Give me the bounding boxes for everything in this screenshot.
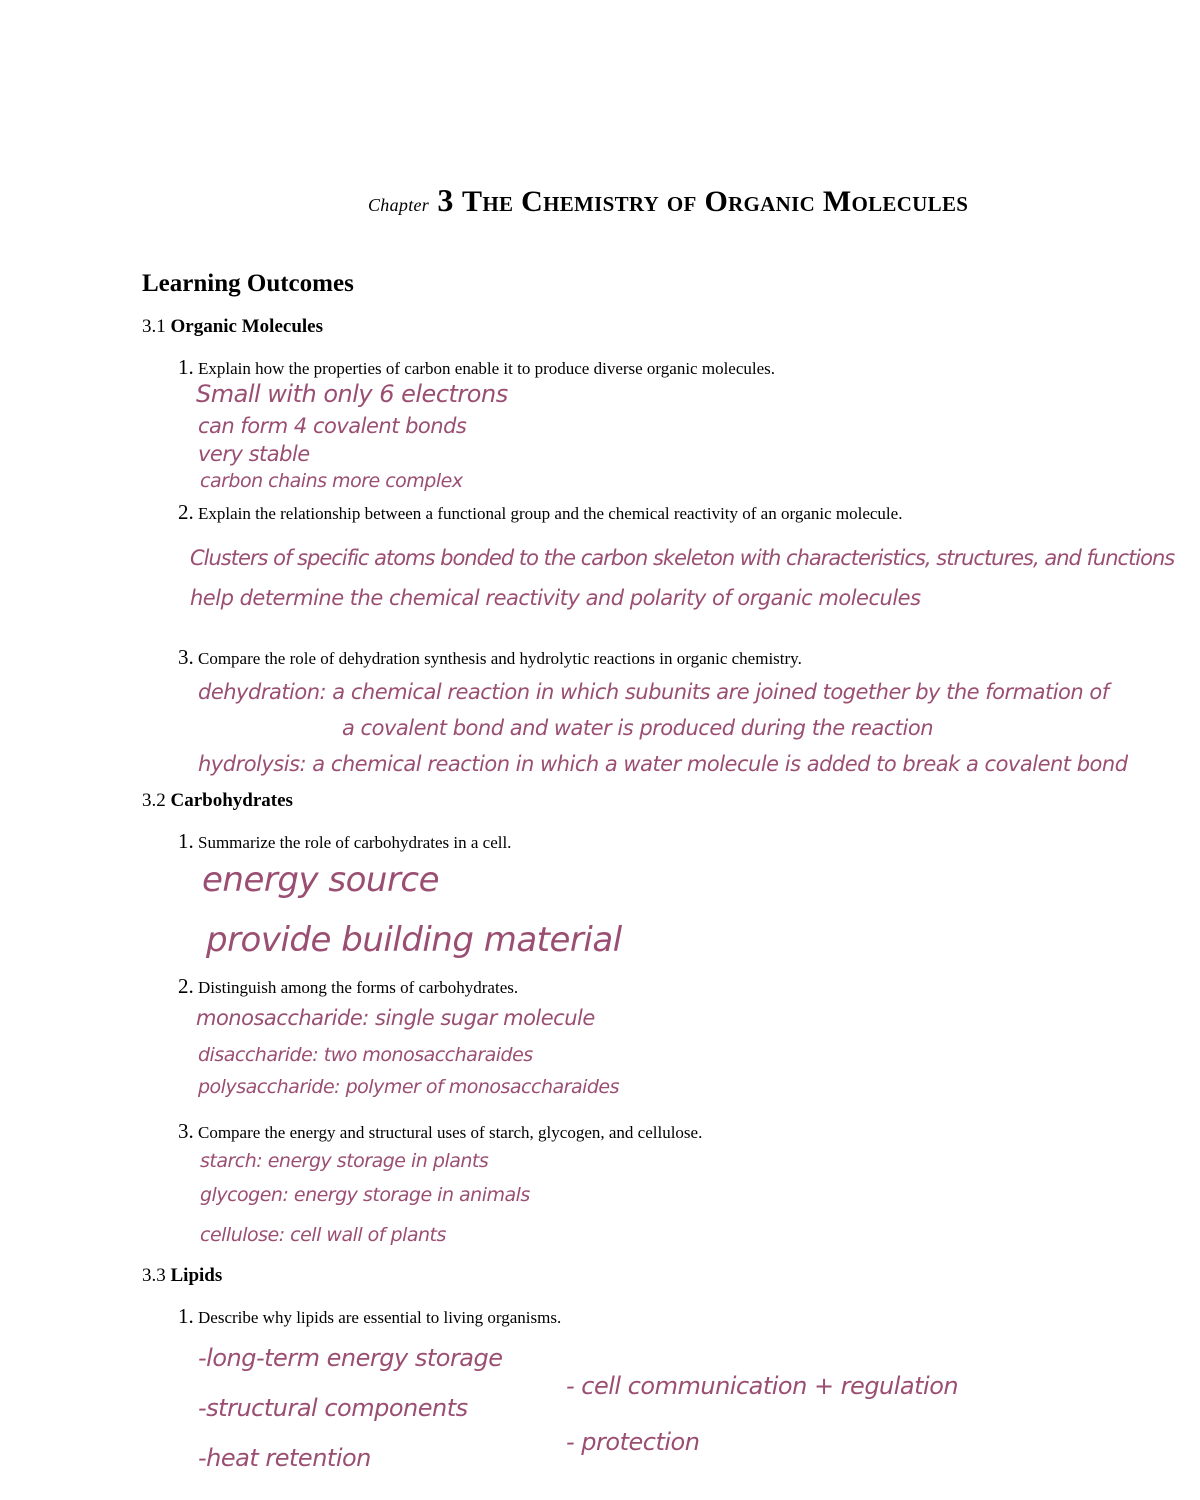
question-text: Distinguish among the forms of carbohydrates.	[198, 978, 519, 997]
question-text: Compare the energy and structural uses of starch, glycogen, and cellulose.	[198, 1123, 703, 1142]
chapter-title	[368, 182, 968, 219]
chapter-name: The Chemistry of Organic Molecules	[462, 185, 969, 218]
handwritten-answer: - protection	[566, 1428, 700, 1456]
section-name: Lipids	[170, 1265, 223, 1286]
question-number: 3.	[178, 1119, 194, 1143]
handwritten-answer: Small with only 6 electrons	[196, 380, 508, 408]
section-number: 3.1	[142, 316, 166, 337]
handwritten-answer: carbon chains more complex	[200, 470, 463, 492]
handwritten-answer: monosaccharide: single sugar molecule	[196, 1006, 595, 1030]
learning-outcomes-heading: Learning Outcomes	[142, 270, 354, 297]
question-number: 3.	[178, 645, 194, 669]
question-number: 1.	[178, 1304, 194, 1328]
question-number: 1.	[178, 355, 194, 379]
handwritten-answer: glycogen: energy storage in animals	[200, 1184, 530, 1206]
handwritten-answer: dehydration: a chemical reaction in which subunits are joined together by the formation of	[198, 680, 1109, 704]
question-3-1-1	[178, 355, 775, 380]
section-name: Carbohydrates	[170, 790, 293, 811]
handwritten-answer: polysaccharide: polymer of monosaccharaides	[198, 1076, 620, 1098]
handwritten-answer: can form 4 covalent bonds	[198, 414, 467, 438]
question-number: 1.	[178, 829, 194, 853]
question-number: 2.	[178, 500, 194, 524]
handwritten-answer: -structural components	[198, 1394, 468, 1422]
section-heading-3-1	[142, 316, 323, 338]
question-text: Describe why lipids are essential to living organisms.	[198, 1308, 562, 1327]
question-3-2-1	[178, 829, 511, 854]
question-3-2-3	[178, 1119, 702, 1144]
handwritten-answer: disaccharide: two monosaccharaides	[198, 1044, 533, 1066]
handwritten-answer: starch: energy storage in plants	[200, 1150, 489, 1172]
handwritten-answer: Clusters of specific atoms bonded to the carbon skeleton with characteristics, structures, and functions	[190, 546, 1175, 570]
section-heading-3-2	[142, 790, 293, 812]
question-text: Explain how the properties of carbon enable it to produce diverse organic molecules.	[198, 359, 776, 378]
question-text: Explain the relationship between a functional group and the chemical reactivity of an organic molecule.	[198, 504, 903, 523]
handwritten-answer: -heat retention	[198, 1444, 371, 1472]
handwritten-answer: -long-term energy storage	[198, 1344, 503, 1372]
section-number: 3.2	[142, 790, 166, 811]
chapter-word: Chapter	[368, 195, 430, 215]
handwritten-answer: - cell communication + regulation	[566, 1372, 959, 1400]
question-number: 2.	[178, 974, 194, 998]
section-name: Organic Molecules	[170, 316, 323, 337]
question-text: Summarize the role of carbohydrates in a cell.	[198, 833, 512, 852]
handwritten-answer: cellulose: cell wall of plants	[200, 1224, 446, 1246]
question-3-1-3	[178, 645, 802, 670]
question-3-2-2	[178, 974, 518, 999]
section-heading-3-3	[142, 1265, 222, 1287]
chapter-number: 3	[437, 182, 454, 218]
question-3-1-2	[178, 500, 902, 525]
question-text: Compare the role of dehydration synthesis and hydrolytic reactions in organic chemistry.	[198, 649, 802, 668]
handwritten-answer: a covalent bond and water is produced during the reaction	[342, 716, 934, 740]
handwritten-answer: hydrolysis: a chemical reaction in which a water molecule is added to break a covalent bond	[198, 752, 1128, 776]
question-3-3-1	[178, 1304, 561, 1329]
handwritten-answer: provide building material	[206, 920, 622, 960]
section-number: 3.3	[142, 1265, 166, 1286]
handwritten-answer: energy source	[202, 860, 440, 900]
handwritten-answer: help determine the chemical reactivity and polarity of organic molecules	[190, 586, 921, 610]
handwritten-answer: very stable	[198, 442, 310, 466]
